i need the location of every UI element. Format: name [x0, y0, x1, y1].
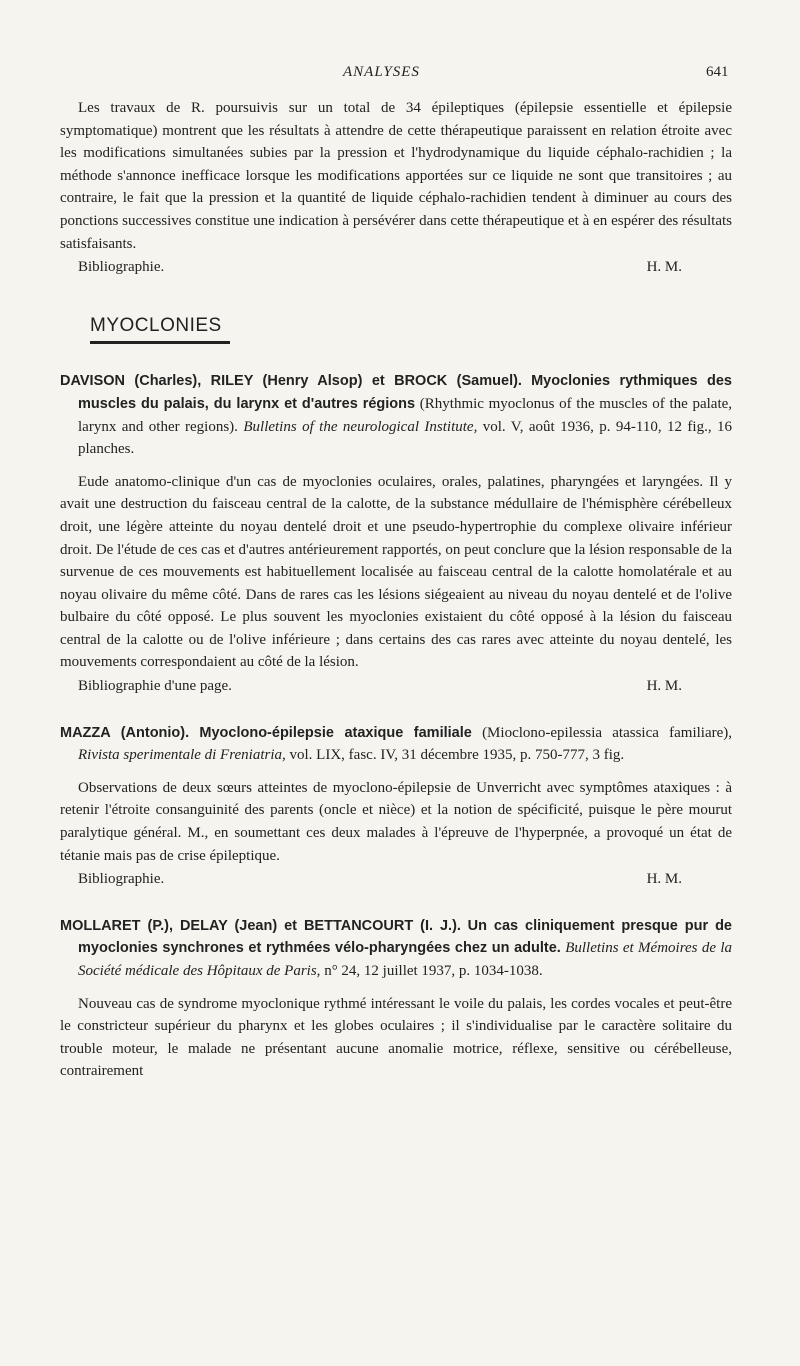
entry-biblio: Bibliographie d'une page. [78, 678, 232, 695]
intro-signature: H. M. [646, 259, 682, 276]
entry-details: vol. V, août 1936, p. 94-110, 12 fig., 16 planches. [78, 418, 733, 458]
entry-signature: H. M. [646, 871, 682, 888]
entry-mollaret [60, 915, 732, 1083]
intro-paragraph: Les travaux de R. poursuivis sur un total de 34 épileptiques (épilepsie essentielle et épilepsie symptomatique) montrent que les résultats à attendre de cette thérapeutique paraissent en relation étroite avec les modifications simultanées subies par la pression et l'hydrodynamique du liquide céphalo-rachidien ; la méthode s'annonce inefficace lorsque les modifications apportées sur ce liquide ne sont que transitoires ; au contraire, le fait que la pression et la quantité de liquide céphalo-rachidien tendent à diminuer au cours des ponctions successives constitue une indication à persévérer dans cette thérapeutique et à en espérer des résultats satisfaisants. [60, 100, 732, 252]
entry-reference [60, 915, 732, 983]
entry-details: n° 24, 12 juillet 1937, p. 1034-1038. [324, 963, 543, 979]
running-head [0, 64, 800, 88]
entry-authors: DAVISON (Charles), RILEY (Henry Alsop) et BROCK (Samuel). [60, 373, 522, 390]
entry-abstract: Observations de deux sœurs atteintes de myoclono-épilepsie de Unverricht avec symptômes ataxiques : à retenir l'étroite consanguinité des parents (oncle et nièce) et la notion de spécificité, puisque le père mourut paralytique général. M., en soumettant ces deux malades à l'épreuve de l'hyperpnée, a provoqué un état de tétanie mais pas de crise épileptique. [60, 779, 732, 864]
entry-title: Myoclonies rythmiques des muscles du palais, du larynx et d'autres régions [78, 373, 732, 412]
entry-abstract: Eude anatomo-clinique d'un cas de myoclonies oculaires, orales, palatines, pharyngées et laryngées. Il y avait une destruction du faisceau central de la calotte, de la substance médullaire de l'hémisphère cérébelleux droit, une légère atteinte du noyau dentelé droit et une pseudo-hypertrophie du complexe olivaire inférieur droit. De l'étude de ces cas et d'autres antérieurement rapportés, on peut conclure que la lésion responsable de la survenue de ces mouvements est habituellement localisée au faisceau central de la calotte homolatérale et au noyau olivaire du même côté. Dans de rares cas les lésions siégeaient au niveau du noyau dentelé et de l'olive bulbaire du côté opposé. Le plus souvent les myoclonies existaient du côté opposé à la lésion du faisceau central de la calotte ou de l'olive inférieure ; dans certains des cas rares avec atteinte du noyau dentelé, les mouvements correspondaient au côté de la lésion. [60, 473, 732, 671]
entry-biblio-line [60, 675, 732, 698]
entry-davison [60, 370, 732, 697]
entry-authors: MAZZA (Antonio). [60, 724, 190, 741]
page-number: 641 [706, 64, 729, 80]
entry-biblio-line [60, 868, 732, 891]
entry-reference [60, 370, 732, 460]
entry-biblio: Bibliographie. [78, 871, 165, 888]
section-title: MYOCLONIES [90, 315, 230, 345]
entry-title: Un cas cliniquement presque pur de myoclonies synchrones et rythmées vélo-pharyngées chez un adulte. [78, 917, 732, 957]
entry-mazza [60, 722, 732, 891]
intro-biblio: Bibliographie. [78, 259, 165, 276]
entry-journal: Rivista sperimentale di Freniatria, [78, 747, 286, 764]
entry-signature: H. M. [646, 678, 682, 695]
page-content [60, 97, 732, 1083]
entry-translation: (Rhythmic myoclonus of the muscles of the palate, larynx and other regions). [78, 395, 733, 435]
intro-biblio-line [60, 256, 732, 279]
entry-translation: (Mioclono-epilessia atassica familiare), [482, 724, 733, 741]
entry-authors: MOLLARET (P.), DELAY (Jean) et BETTANCOURT (I. J.). [60, 917, 461, 934]
running-title: ANALYSES [343, 64, 420, 80]
entry-journal: Bulletins et Mémoires de la Société médicale des Hôpitaux de Paris, [78, 940, 733, 979]
entry-reference [60, 722, 732, 767]
entry-abstract: Nouveau cas de syndrome myoclonique rythmé intéressant le voile du palais, les cordes vocales et peut-être le constricteur supérieur du pharynx et les globes oculaires ; il s'individualise par le caractère solitaire du trouble moteur, le malade ne présentant aucune anomalie motrice, réflexe, sensitive ou cérébelleuse, contrairement [60, 995, 732, 1080]
entry-title: Myoclono-épilepsie ataxique familiale [199, 724, 472, 741]
entry-journal: Bulletins of the neurological Institute, [243, 418, 478, 435]
entry-details: vol. LIX, fasc. IV, 31 décembre 1935, p. 750-777, 3 fig. [289, 747, 625, 764]
